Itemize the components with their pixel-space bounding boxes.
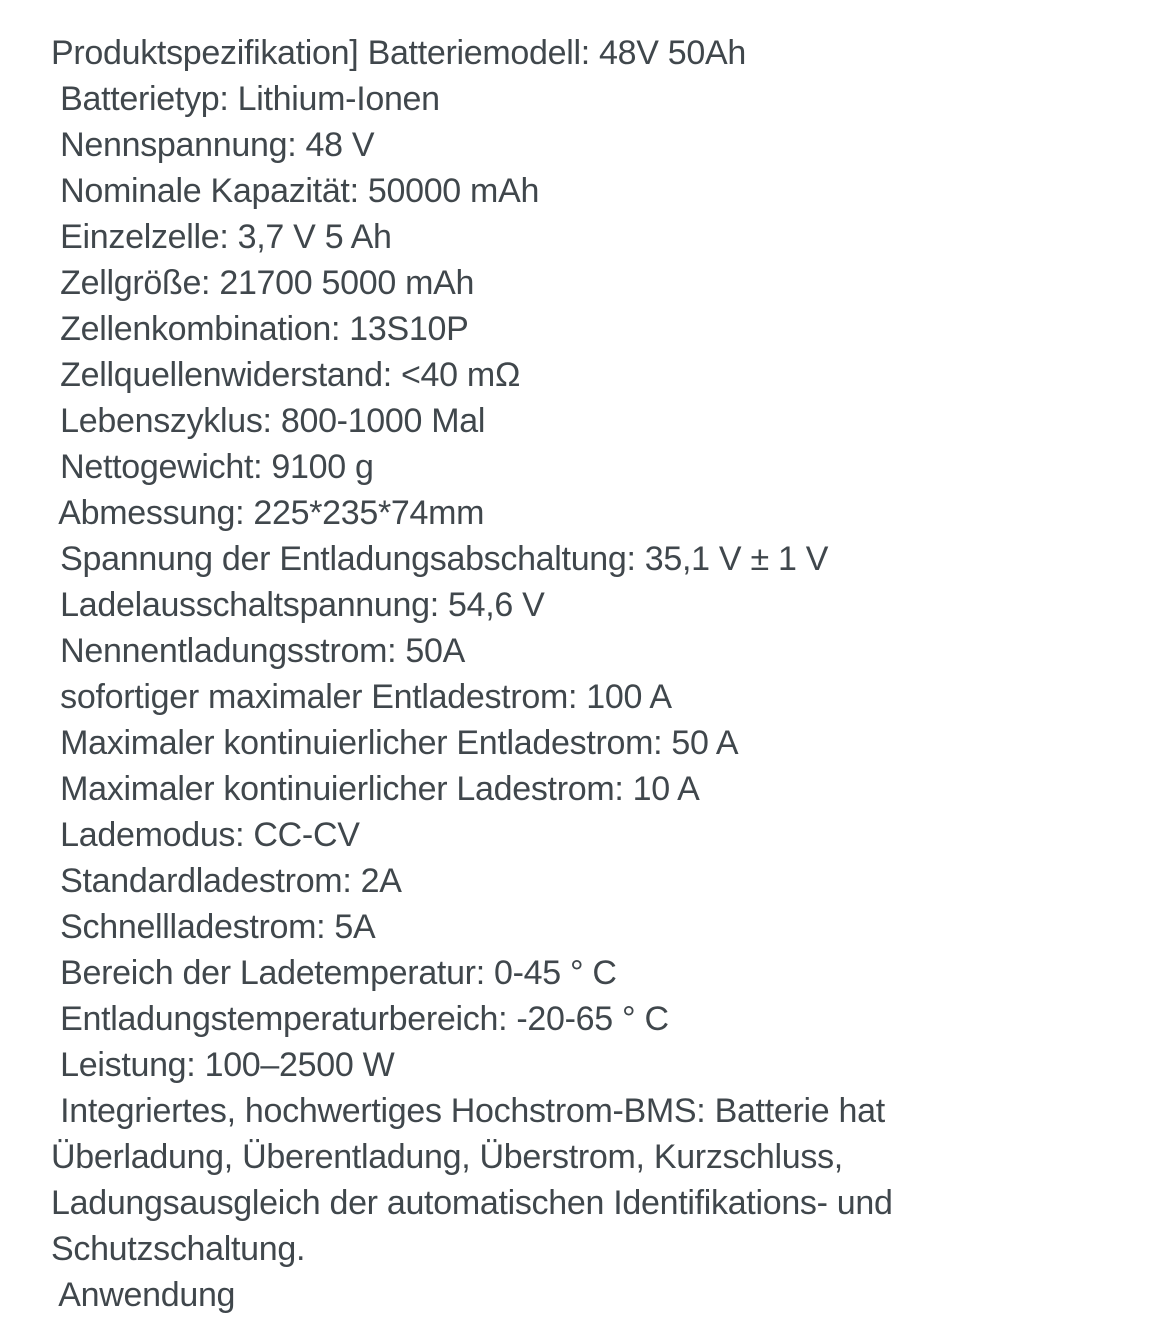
spec-line-single-cell: Einzelzelle: 3,7 V 5 Ah bbox=[51, 218, 392, 256]
spec-line-bms-1: Integriertes, hochwertiges Hochstrom-BMS: Batterie hat bbox=[51, 1092, 885, 1130]
spec-line-cell-size: Zellgröße: 21700 5000 mAh bbox=[51, 264, 475, 302]
spec-line-rated-discharge: Nennentladungsstrom: 50A bbox=[51, 632, 465, 670]
spec-line-power: Leistung: 100–2500 W bbox=[51, 1046, 395, 1084]
spec-line-dimensions: Abmessung: 225*235*74mm bbox=[51, 494, 485, 532]
spec-line-bms-3: Ladungsausgleich der automatischen Identifikations- und bbox=[51, 1184, 893, 1222]
spec-line-bms-4: Schutzschaltung. bbox=[51, 1230, 306, 1268]
spec-line-battery-type: Batterietyp: Lithium-Ionen bbox=[51, 80, 440, 118]
spec-line-battery-model: Produktspezifikation] Batteriemodell: 48V 50Ah bbox=[51, 34, 746, 72]
spec-line-discharge-temp-range: Entladungstemperaturbereich: -20-65 ° C bbox=[51, 1000, 669, 1038]
spec-line-standard-charge: Standardladestrom: 2A bbox=[51, 862, 402, 900]
spec-line-cell-combination: Zellenkombination: 13S10P bbox=[51, 310, 469, 348]
spec-line-application-cutoff: Anwendung bbox=[51, 1276, 236, 1314]
spec-line-nominal-voltage: Nennspannung: 48 V bbox=[51, 126, 375, 164]
spec-line-max-instant-discharge: sofortiger maximaler Entladestrom: 100 A bbox=[51, 678, 672, 716]
spec-line-bms-2: Überladung, Überentladung, Überstrom, Kurzschluss, bbox=[51, 1138, 843, 1176]
spec-line-max-cont-discharge: Maximaler kontinuierlicher Entladestrom: 50 A bbox=[51, 724, 739, 762]
spec-line-life-cycle: Lebenszyklus: 800-1000 Mal bbox=[51, 402, 486, 440]
spec-line-charge-temp-range: Bereich der Ladetemperatur: 0-45 ° C bbox=[51, 954, 617, 992]
spec-line-nominal-capacity: Nominale Kapazität: 50000 mAh bbox=[51, 172, 540, 210]
spec-line-charge-mode: Lademodus: CC-CV bbox=[51, 816, 360, 854]
spec-line-fast-charge: Schnellladestrom: 5A bbox=[51, 908, 376, 946]
spec-line-charge-cutoff: Ladelausschaltspannung: 54,6 V bbox=[51, 586, 545, 624]
spec-line-discharge-cutoff: Spannung der Entladungsabschaltung: 35,1 V ± 1 V bbox=[51, 540, 829, 578]
spec-line-max-cont-charge: Maximaler kontinuierlicher Ladestrom: 10 A bbox=[51, 770, 700, 808]
spec-line-net-weight: Nettogewicht: 9100 g bbox=[51, 448, 374, 486]
spec-line-cell-resistance: Zellquellenwiderstand: <40 mΩ bbox=[51, 356, 521, 394]
